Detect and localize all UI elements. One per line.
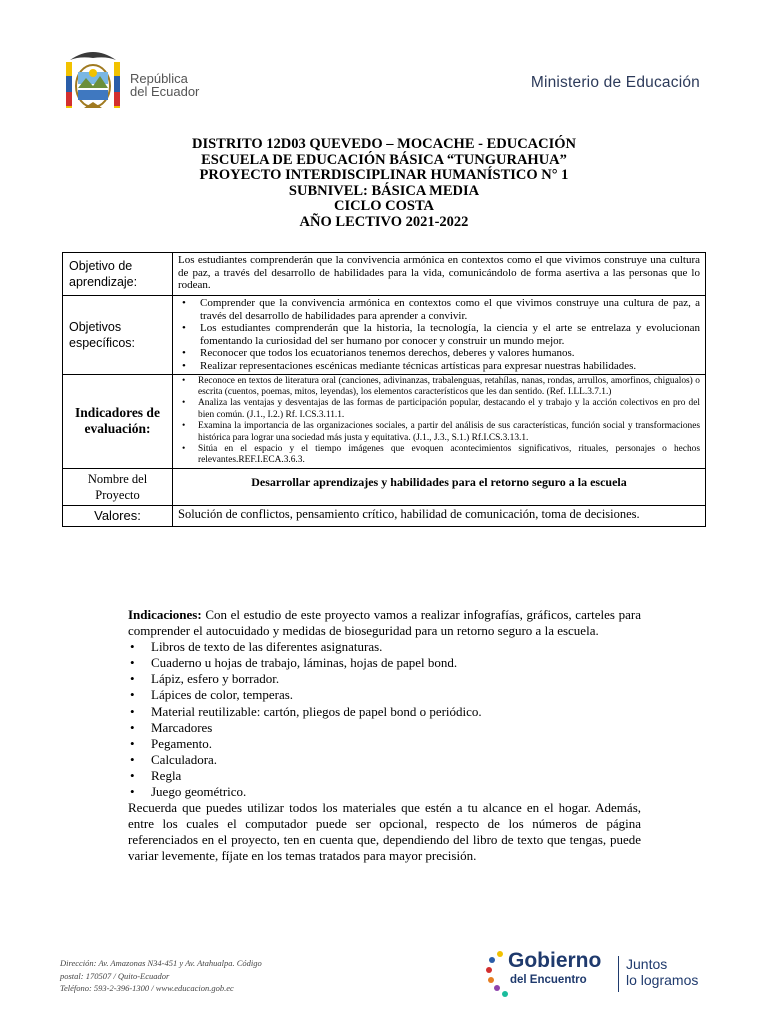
table-row-valores [63,505,706,526]
list-item: • Calculadora. [128,752,641,768]
table-row-indicadores [63,374,706,468]
del-encuentro-text: del Encuentro [510,974,587,986]
footer-address [60,957,262,995]
list-item: • Reconocer que todos los ecuatorianos tenemos derechos, deberes y valores humanos. [178,347,700,360]
title-line-2: ESCUELA DE EDUCACIÓN BÁSICA “TUNGURAHUA” [201,151,567,168]
indicadores-list [178,376,700,467]
logo-divider [618,956,619,992]
objetivo-label: Objetivo de aprendizaje: [63,253,173,296]
gobierno-text: Gobierno [508,949,602,972]
gobierno-burst-icon [486,948,510,1004]
list-item: • Lápices de color, temperas. [128,687,641,703]
instructions-intro-text: Con el estudio de este proyecto vamos a realizar infografías, gráficos, carteles para comprender el autocuidado y medidas de bioseguridad para un retorno seguro a la escuela. [128,607,641,639]
valores-text: Solución de conflictos, pensamiento crítico, habilidad de comunicación, toma de decisiones. [173,505,706,526]
ministry-title: Ministerio de Educación [530,74,700,91]
instructions-section [128,607,641,865]
republica-text [130,72,199,98]
indicadores-label: Indicadores de evaluación: [63,374,173,468]
list-item: • Juego geométrico. [128,784,641,800]
country-name-line-2: del Ecuador [130,84,200,99]
address-line-1: Dirección: Av. Amazonas N34-451 y Av. Atahualpa. Código [60,958,262,968]
list-item: • Marcadores [128,720,641,736]
objetivo-text: Los estudiantes comprenderán que la convivencia armónica en contextos como el que vivimos construye una cultura de paz, a través del desarrollo de habilidades para la vida, comunicándolo de forma asertiva a las personas que lo rodean. [173,253,706,296]
project-name: Desarrollar aprendizajes y habilidades para el retorno seguro a la escuela [173,468,706,505]
list-item: • Lápiz, esfero y borrador. [128,671,641,687]
republica-ecuador-logo [62,46,212,112]
title-line-6: AÑO LECTIVO 2021-2022 [299,213,469,230]
table-row-especificos [63,296,706,375]
project-table [62,252,706,527]
list-item: • Comprender que la convivencia armónica en contextos como el que vivimos construye una cultura de paz, a través del desarrollo de habilidades para aprender a convivir. [178,297,700,322]
especificos-cell [173,296,706,375]
list-item: • Cuaderno u hojas de trabajo, láminas, hojas de papel bond. [128,655,641,671]
gobierno-logo [486,944,716,1004]
juntos-line-1: Juntos [626,956,668,972]
document-titles [0,137,768,231]
table-row-nombre [63,468,706,505]
title-line-3: PROYECTO INTERDISCIPLINAR HUMANÍSTICO N° 1 [199,167,569,184]
title-line-1: DISTRITO 12D03 QUEVEDO – MOCACHE - EDUCACIÓN [191,136,577,152]
especificos-label: Objetivos específicos: [63,296,173,375]
list-item: • Analiza las ventajas y desventajas de las formas de participación popular, destacando el y trabajo y la acción colectivos en pro del bien común. (J.1., I.2.) Rf. I.CS.3.11.1. [178,398,700,421]
title-line-5: CICLO COSTA [333,198,435,215]
coat-of-arms-icon [62,46,124,112]
list-item: • Realizar representaciones escénicas mediante técnicas artísticas para expresar nuestras habilidades. [178,360,700,373]
title-line-4: SUBNIVEL: BÁSICA MEDIA [288,182,480,199]
list-item: • Reconoce en textos de literatura oral (canciones, adivinanzas, trabalenguas, retahílas, nanas, rondas, arrullos, amorfinos, chigualos) o escrita (cuentos, poemas, mitos, leyendas), los elementos característicos que les dan sentido. (Ref. I.LL.3.7.1.) [178,376,700,399]
instructions-heading: Indicaciones: [128,607,202,622]
address-line-2: postal: 170507 / Quito-Ecuador [60,970,170,981]
nombre-label: Nombre del Proyecto [63,468,173,505]
juntos-text [626,956,698,988]
list-item: • Material reutilizable: cartón, pliegos de papel bond o periódico. [128,704,641,720]
list-item: • Los estudiantes comprenderán que la historia, la tecnología, la ciencia y el arte se entrelaza y evolucionan fomentando la curiosidad del ser humano por conocer y construir un mundo mejor. [178,322,700,347]
list-item: • Pegamento. [128,736,641,752]
indicadores-cell [173,374,706,468]
list-item: • Examina la importancia de las organizaciones sociales, a partir del análisis de sus características, función social y transformaciones histórica para lograr una sociedad más justa y equitativa. (J.1., J.3., S.1.) Rf.I.CS.3.13.1. [178,421,700,444]
address-line-3: Teléfono: 593-2-396-1300 / www.educacion.gob.ec [60,983,234,993]
list-item: • Libros de texto de las diferentes asignaturas. [128,639,641,655]
instructions-intro [128,607,641,639]
table-row-objetivo [63,253,706,296]
juntos-line-2: lo logramos [626,972,699,988]
especificos-list [178,297,700,373]
instructions-closing: Recuerda que puedes utilizar todos los materiales que estén a tu alcance en el hogar. Además, entre los cuales el computador puede ser opcional, respecto de los números de página referenciados en el proyecto, ten en cuenta que, dependiendo del libro de texto que tengas, puede variar levemente, fíjate en los temas tratados para mayor precisión. [128,800,641,864]
list-item: • Sitúa en el espacio y el tiempo imágenes que evoquen acontecimientos significativos, rituales, personajes o hechos relevantes.REF.I.ECA.3.6.3. [178,444,700,467]
valores-label: Valores: [63,505,173,526]
materials-list [128,639,641,800]
country-name-line-1: República [130,71,188,86]
list-item: • Regla [128,768,641,784]
